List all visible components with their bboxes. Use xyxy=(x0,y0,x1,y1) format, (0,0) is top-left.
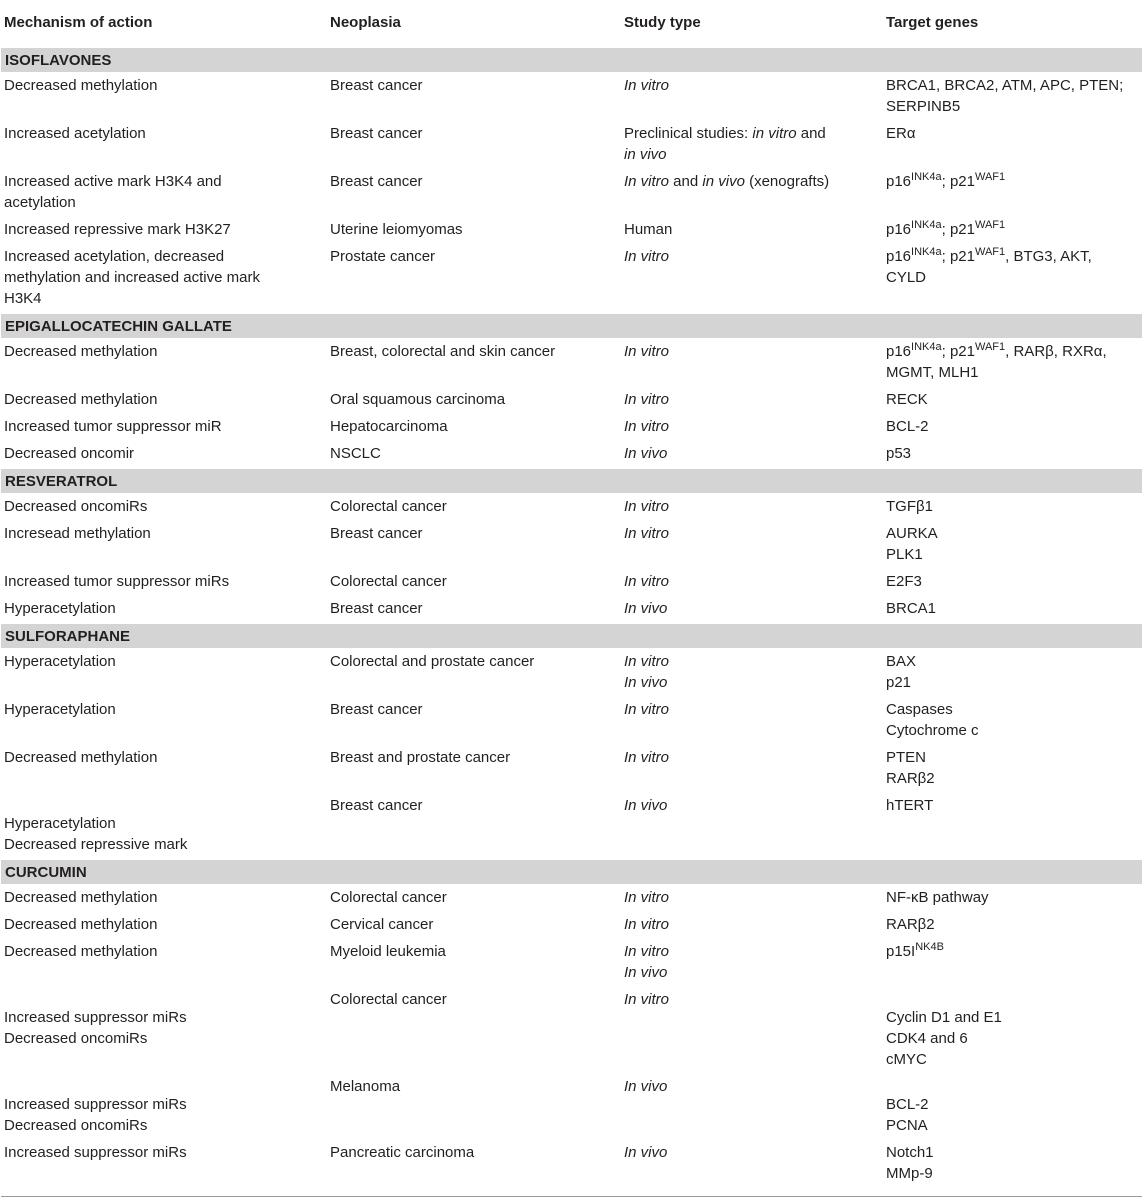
cell-text: BRCA1, BRCA2, ATM, APC, PTEN; xyxy=(886,77,1124,94)
cell-neoplasia xyxy=(327,595,621,623)
cell-study-type xyxy=(621,911,883,938)
cell-text: WAF1 xyxy=(974,246,1006,258)
cell-text: In vivo xyxy=(624,1078,668,1095)
cell-text: In vitro xyxy=(624,653,670,670)
cell-neoplasia xyxy=(327,648,621,696)
cell-study-type xyxy=(621,120,883,168)
cell-mechanism xyxy=(1,168,327,216)
cell-text: Increased acetylation xyxy=(4,125,146,142)
cell-target-genes xyxy=(883,120,1142,168)
cell-target-genes xyxy=(883,986,1142,1073)
cell-text: In vivo xyxy=(624,674,668,691)
table-row xyxy=(1,413,1142,440)
table-row xyxy=(1,243,1142,313)
header-mechanism: Mechanism of action xyxy=(1,0,327,47)
cell-text: CDK4 and 6 xyxy=(886,1030,968,1047)
cell-text: Decreased oncomiRs xyxy=(4,498,148,515)
cell-study-type xyxy=(621,938,883,986)
cell-text: , BTG3, AKT, xyxy=(1005,248,1092,265)
cell-text: Decreased methylation xyxy=(4,916,158,933)
cell-neoplasia xyxy=(327,72,621,120)
cell-text: Increased active mark H3K4 and xyxy=(4,173,222,190)
cell-mechanism xyxy=(1,696,327,744)
cell-mechanism xyxy=(1,986,327,1073)
cell-text: p53 xyxy=(886,445,912,462)
cell-mechanism xyxy=(1,792,327,859)
cell-text: methylation and increased active mark xyxy=(4,269,260,286)
cell-text: In vitro xyxy=(624,525,670,542)
cell-text: Notch1 xyxy=(886,1144,934,1161)
cell-mechanism xyxy=(1,568,327,595)
cell-text: WAF1 xyxy=(974,219,1006,231)
cell-target-genes xyxy=(883,520,1142,568)
cell-mechanism xyxy=(1,338,327,386)
cell-neoplasia xyxy=(327,413,621,440)
cell-target-genes xyxy=(883,168,1142,216)
cell-text: Decreased methylation xyxy=(4,343,158,360)
cell-neoplasia xyxy=(327,120,621,168)
cell-mechanism xyxy=(1,493,327,520)
table-row xyxy=(1,986,1142,1073)
cell-study-type xyxy=(621,243,883,313)
cell-neoplasia xyxy=(327,744,621,792)
cell-neoplasia xyxy=(327,986,621,1073)
cell-mechanism xyxy=(1,1139,327,1187)
cell-text: Decreased repressive mark xyxy=(4,836,188,853)
cell-target-genes xyxy=(883,884,1142,911)
cell-text: Breast cancer xyxy=(330,600,423,617)
cell-text: RARβ2 xyxy=(886,770,935,787)
cell-study-type xyxy=(621,1139,883,1187)
cell-text: INK4a xyxy=(911,219,942,231)
cell-text: ; p21 xyxy=(941,248,975,265)
cell-neoplasia xyxy=(327,696,621,744)
cell-text: Colorectal cancer xyxy=(330,889,447,906)
cell-neoplasia xyxy=(327,168,621,216)
cell-text: and xyxy=(669,173,703,190)
cell-text: p16 xyxy=(886,221,912,238)
cell-text: Breast cancer xyxy=(330,77,423,94)
cell-text: In vitro xyxy=(624,991,670,1008)
cell-text: p16 xyxy=(886,343,912,360)
cell-mechanism xyxy=(1,648,327,696)
cell-study-type xyxy=(621,568,883,595)
cell-text: ERα xyxy=(886,125,916,142)
cell-text: BCL-2 xyxy=(886,1096,929,1113)
cell-text: NSCLC xyxy=(330,445,381,462)
cell-text: p15I xyxy=(886,943,916,960)
table-row xyxy=(1,72,1142,120)
header-neoplasia: Neoplasia xyxy=(327,0,621,47)
cell-target-genes xyxy=(883,744,1142,792)
cell-text: in vivo xyxy=(702,173,745,190)
cell-mechanism xyxy=(1,243,327,313)
cell-text: Increased tumor suppressor miR xyxy=(4,418,222,435)
cell-text: Increased suppressor miRs xyxy=(4,1009,187,1026)
cell-text: Decreased oncomir xyxy=(4,445,135,462)
cell-neoplasia xyxy=(327,568,621,595)
table-body xyxy=(1,47,1142,1187)
cell-text: Incresead methylation xyxy=(4,525,151,542)
cell-text: BRCA1 xyxy=(886,600,937,617)
cell-neoplasia xyxy=(327,338,621,386)
cell-text: Colorectal cancer xyxy=(330,573,447,590)
cell-mechanism xyxy=(1,595,327,623)
cell-mechanism xyxy=(1,744,327,792)
cell-mechanism xyxy=(1,216,327,243)
cell-text: RECK xyxy=(886,391,928,408)
cell-target-genes xyxy=(883,440,1142,468)
cell-text: Caspases xyxy=(886,701,953,718)
cell-study-type xyxy=(621,520,883,568)
table-row xyxy=(1,1139,1142,1187)
cell-mechanism xyxy=(1,884,327,911)
cell-neoplasia xyxy=(327,1139,621,1187)
cell-text: Hyperacetylation xyxy=(4,600,116,617)
cell-text: Cytochrome c xyxy=(886,722,979,739)
cell-text: In vitro xyxy=(624,248,670,265)
cell-study-type xyxy=(621,168,883,216)
table-row xyxy=(1,338,1142,386)
cell-text: In vivo xyxy=(624,964,668,981)
cell-text: Myeloid leukemia xyxy=(330,943,446,960)
cell-text: In vitro xyxy=(624,343,670,360)
cell-text: Hyperacetylation xyxy=(4,701,116,718)
cell-text: Breast cancer xyxy=(330,173,423,190)
cell-text: in vitro xyxy=(752,125,797,142)
table-row xyxy=(1,911,1142,938)
cell-target-genes xyxy=(883,1073,1142,1139)
cell-text: Breast cancer xyxy=(330,525,423,542)
cell-target-genes xyxy=(883,938,1142,986)
cell-text: in vivo xyxy=(624,146,667,163)
cell-text: Hyperacetylation xyxy=(4,653,116,670)
cell-target-genes xyxy=(883,413,1142,440)
cell-text: In vitro xyxy=(624,749,670,766)
cell-text: AURKA xyxy=(886,525,938,542)
cell-mechanism xyxy=(1,413,327,440)
cell-mechanism xyxy=(1,520,327,568)
cell-text: Increased suppressor miRs xyxy=(4,1144,187,1161)
cell-text: Increased acetylation, decreased xyxy=(4,248,225,265)
table-row xyxy=(1,595,1142,623)
cell-text: NK4B xyxy=(915,941,944,953)
cell-neoplasia xyxy=(327,911,621,938)
cell-text: Preclinical studies: xyxy=(624,125,753,142)
section-title: CURCUMIN xyxy=(1,859,1142,884)
cell-study-type xyxy=(621,595,883,623)
table-row xyxy=(1,493,1142,520)
cell-text: Breast cancer xyxy=(330,797,423,814)
cell-text: ; p21 xyxy=(941,173,975,190)
section-title: EPIGALLOCATECHIN GALLATE xyxy=(1,313,1142,338)
cell-neoplasia xyxy=(327,243,621,313)
cell-text: Prostate cancer xyxy=(330,248,436,265)
cell-text: PCNA xyxy=(886,1117,928,1134)
table-row xyxy=(1,168,1142,216)
cell-text: MMp-9 xyxy=(886,1165,933,1182)
cell-text: Hepatocarcinoma xyxy=(330,418,448,435)
cell-target-genes xyxy=(883,493,1142,520)
cell-text: WAF1 xyxy=(974,171,1006,183)
cell-text: In vitro xyxy=(624,943,670,960)
cell-neoplasia xyxy=(327,792,621,859)
table-row xyxy=(1,696,1142,744)
cell-target-genes xyxy=(883,386,1142,413)
cell-text: Breast cancer xyxy=(330,125,423,142)
cell-text: INK4a xyxy=(911,171,942,183)
cell-study-type xyxy=(621,216,883,243)
cell-mechanism xyxy=(1,386,327,413)
cell-text: Increased repressive mark H3K27 xyxy=(4,221,231,238)
table-row xyxy=(1,120,1142,168)
cell-text: Decreased methylation xyxy=(4,77,158,94)
section-header-row xyxy=(1,47,1142,72)
cell-text: BAX xyxy=(886,653,917,670)
cell-text: Decreased oncomiRs xyxy=(4,1030,148,1047)
section-header-row xyxy=(1,859,1142,884)
table-row xyxy=(1,520,1142,568)
cell-target-genes xyxy=(883,338,1142,386)
cell-text: Hyperacetylation xyxy=(4,815,116,832)
header-row xyxy=(1,0,1142,47)
table-bottom-rule xyxy=(1,1196,1142,1197)
cell-text: Decreased methylation xyxy=(4,889,158,906)
cell-text: In vitro xyxy=(624,498,670,515)
table-row xyxy=(1,648,1142,696)
cell-study-type xyxy=(621,493,883,520)
data-table xyxy=(1,0,1142,1187)
cell-text: Pancreatic carcinoma xyxy=(330,1144,475,1161)
cell-neoplasia xyxy=(327,386,621,413)
cell-text: (xenografts) xyxy=(744,173,830,190)
cell-text: Breast cancer xyxy=(330,701,423,718)
cell-text: Decreased methylation xyxy=(4,749,158,766)
cell-neoplasia xyxy=(327,520,621,568)
cell-study-type xyxy=(621,413,883,440)
cell-text: ; p21 xyxy=(941,221,975,238)
cell-text: In vivo xyxy=(624,445,668,462)
cell-text: In vitro xyxy=(624,418,670,435)
table-row xyxy=(1,938,1142,986)
cell-target-genes xyxy=(883,568,1142,595)
cell-text: Colorectal and prostate cancer xyxy=(330,653,535,670)
cell-text: Cervical cancer xyxy=(330,916,434,933)
cell-text: In vivo xyxy=(624,600,668,617)
cell-study-type xyxy=(621,648,883,696)
cell-text: In vivo xyxy=(624,1144,668,1161)
cell-text: In vitro xyxy=(624,889,670,906)
cell-text: hTERT xyxy=(886,797,934,814)
section-header-row xyxy=(1,468,1142,493)
cell-text: MGMT, MLH1 xyxy=(886,364,979,381)
cell-text: Breast, colorectal and skin cancer xyxy=(330,343,556,360)
cell-text: Decreased methylation xyxy=(4,943,158,960)
cell-text: Breast and prostate cancer xyxy=(330,749,511,766)
cell-study-type xyxy=(621,986,883,1073)
cell-text: p21 xyxy=(886,674,912,691)
cell-text: Colorectal cancer xyxy=(330,991,447,1008)
section-header-row xyxy=(1,313,1142,338)
header-study-type: Study type xyxy=(621,0,883,47)
cell-neoplasia xyxy=(327,884,621,911)
cell-study-type xyxy=(621,440,883,468)
cell-text: NF-κB pathway xyxy=(886,889,989,906)
table-row xyxy=(1,744,1142,792)
cell-text: PLK1 xyxy=(886,546,923,563)
cell-text: and xyxy=(796,125,826,142)
cell-neoplasia xyxy=(327,493,621,520)
cell-text: E2F3 xyxy=(886,573,922,590)
cell-neoplasia xyxy=(327,440,621,468)
cell-neoplasia xyxy=(327,938,621,986)
cell-text: p16 xyxy=(886,173,912,190)
cell-text: CYLD xyxy=(886,269,927,286)
cell-target-genes xyxy=(883,72,1142,120)
cell-text: INK4a xyxy=(911,341,942,353)
cell-text: Colorectal cancer xyxy=(330,498,447,515)
cell-study-type xyxy=(621,386,883,413)
cell-text: Oral squamous carcinoma xyxy=(330,391,506,408)
cell-study-type xyxy=(621,338,883,386)
cell-text: Melanoma xyxy=(330,1078,401,1095)
cell-text: WAF1 xyxy=(974,341,1006,353)
cell-neoplasia xyxy=(327,216,621,243)
cell-mechanism xyxy=(1,911,327,938)
cell-text: Uterine leiomyomas xyxy=(330,221,463,238)
cell-text: PTEN xyxy=(886,749,927,766)
cell-study-type xyxy=(621,792,883,859)
cell-text: In vitro xyxy=(624,573,670,590)
cell-target-genes xyxy=(883,911,1142,938)
table-row xyxy=(1,440,1142,468)
section-header-row xyxy=(1,623,1142,648)
cell-text: Human xyxy=(624,221,673,238)
cell-target-genes xyxy=(883,243,1142,313)
section-title: RESVERATROL xyxy=(1,468,1142,493)
cell-text: cMYC xyxy=(886,1051,927,1068)
cell-text: BCL-2 xyxy=(886,418,929,435)
table-row xyxy=(1,1073,1142,1139)
cell-text: In vitro xyxy=(624,701,670,718)
cell-text: Decreased methylation xyxy=(4,391,158,408)
cell-target-genes xyxy=(883,648,1142,696)
cell-text: RARβ2 xyxy=(886,916,935,933)
table-row xyxy=(1,568,1142,595)
cell-study-type xyxy=(621,884,883,911)
cell-study-type xyxy=(621,744,883,792)
cell-neoplasia xyxy=(327,1073,621,1139)
cell-text: Cyclin D1 and E1 xyxy=(886,1009,1002,1026)
cell-target-genes xyxy=(883,1139,1142,1187)
cell-text: In vivo xyxy=(624,797,668,814)
table-row xyxy=(1,216,1142,243)
table-row xyxy=(1,792,1142,859)
cell-text: , RARβ, RXRα, xyxy=(1005,343,1107,360)
cell-mechanism xyxy=(1,938,327,986)
table-row xyxy=(1,884,1142,911)
cell-text: In vitro xyxy=(624,391,670,408)
cell-study-type xyxy=(621,1073,883,1139)
cell-mechanism xyxy=(1,120,327,168)
header-target-genes: Target genes xyxy=(883,0,1142,47)
cell-text: ; p21 xyxy=(941,343,975,360)
cell-text: Increased tumor suppressor miRs xyxy=(4,573,230,590)
cell-text: In vitro xyxy=(624,77,670,94)
cell-study-type xyxy=(621,696,883,744)
cell-text: In vitro xyxy=(624,916,670,933)
cell-text: p16 xyxy=(886,248,912,265)
cell-target-genes xyxy=(883,216,1142,243)
section-title: ISOFLAVONES xyxy=(1,47,1142,72)
cell-mechanism xyxy=(1,440,327,468)
cell-text: SERPINB5 xyxy=(886,98,961,115)
cell-text: H3K4 xyxy=(4,290,42,307)
cell-mechanism xyxy=(1,72,327,120)
cell-text: INK4a xyxy=(911,246,942,258)
section-title: SULFORAPHANE xyxy=(1,623,1142,648)
cell-text: acetylation xyxy=(4,194,76,211)
cell-text: Increased suppressor miRs xyxy=(4,1096,187,1113)
cell-text: In vitro xyxy=(624,173,670,190)
cell-study-type xyxy=(621,72,883,120)
cell-mechanism xyxy=(1,1073,327,1139)
cell-target-genes xyxy=(883,792,1142,859)
cell-target-genes xyxy=(883,595,1142,623)
cell-target-genes xyxy=(883,696,1142,744)
cell-text: TGFβ1 xyxy=(886,498,933,515)
cell-text: Decreased oncomiRs xyxy=(4,1117,148,1134)
table-row xyxy=(1,386,1142,413)
